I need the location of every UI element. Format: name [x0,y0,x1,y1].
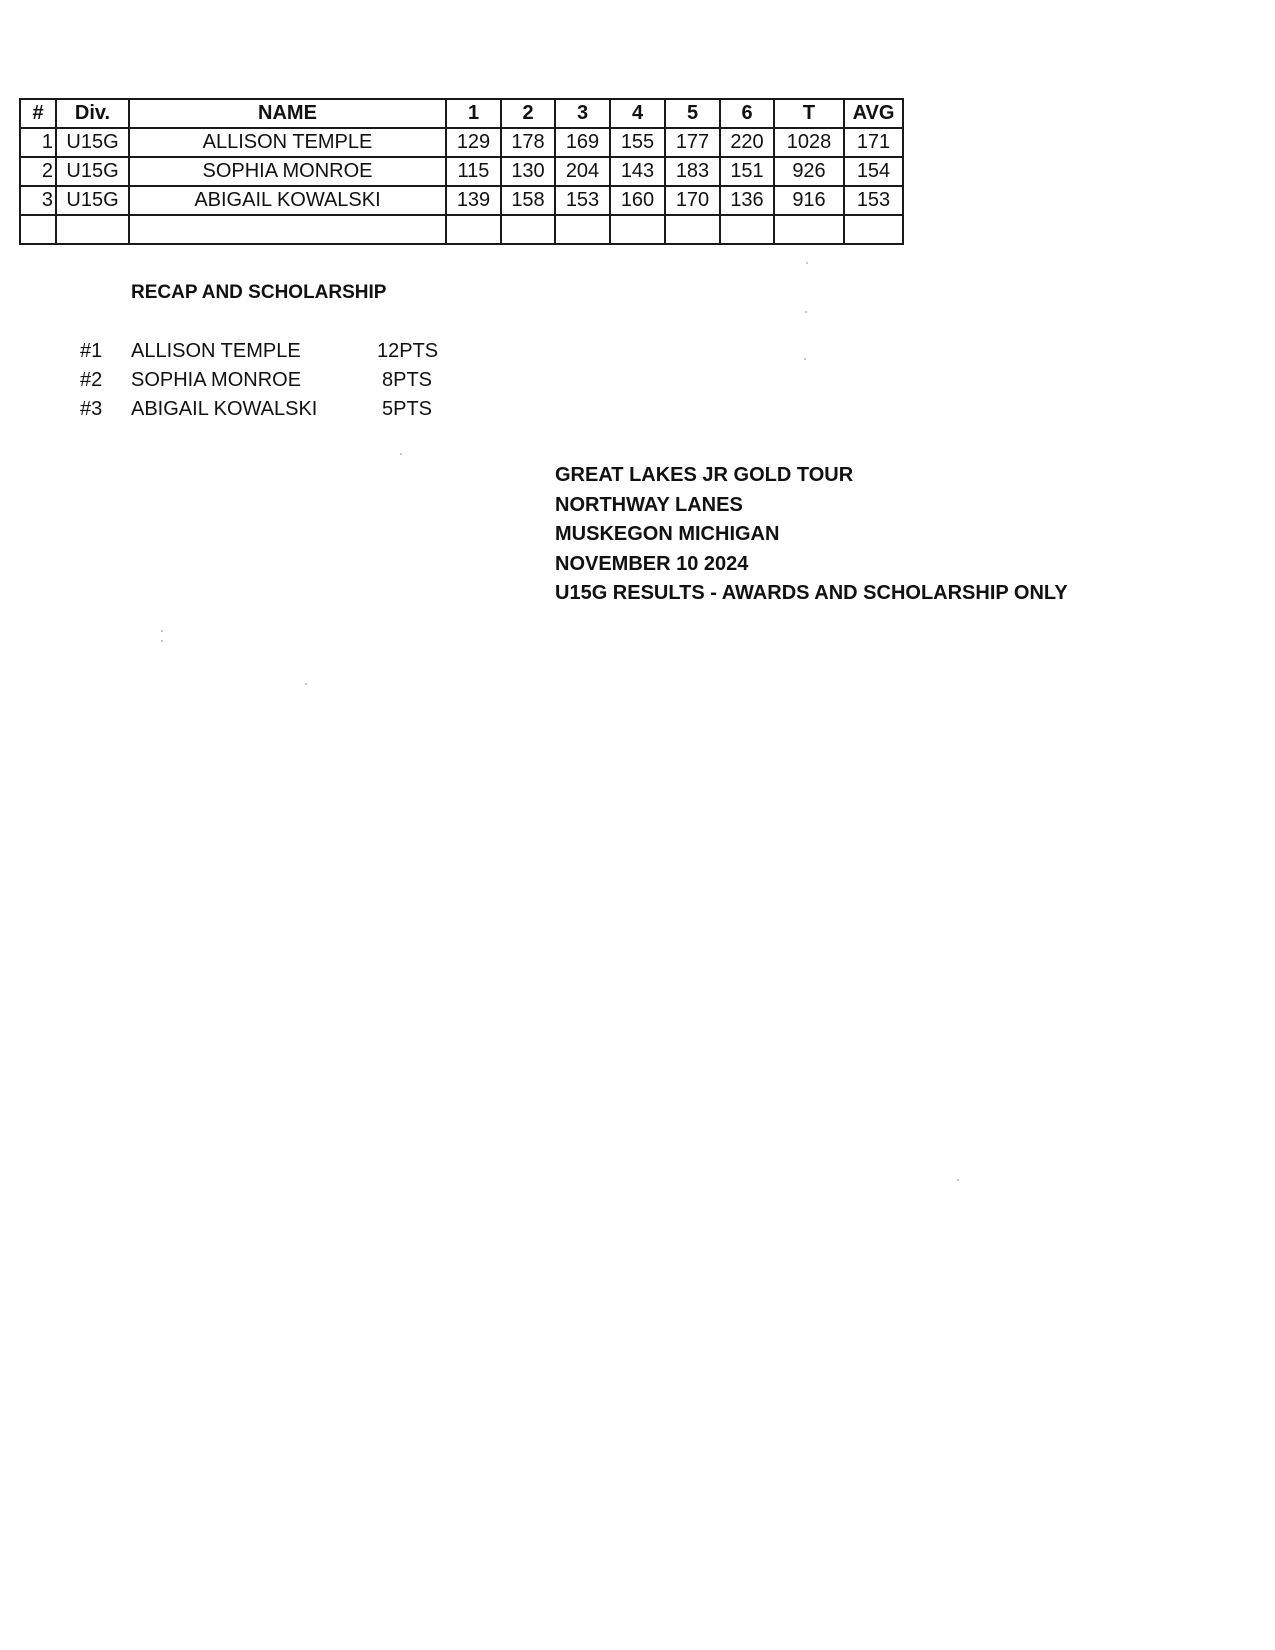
cell-game-4: 155 [610,128,665,157]
cell-division: U15G [56,157,129,186]
cell-rank: 1 [20,128,56,157]
scan-speck [806,262,808,264]
cell-game-6 [720,215,774,244]
table-row [20,186,903,215]
cell-game-2 [501,215,555,244]
header-average: AVG [844,99,903,128]
recap-entry [80,369,460,397]
cell-game-6: 151 [720,157,774,186]
cell-average: 153 [844,186,903,215]
header-game-3: 3 [555,99,610,128]
cell-game-2: 178 [501,128,555,157]
recap-entry [80,398,460,426]
cell-game-3: 169 [555,128,610,157]
cell-game-5: 183 [665,157,720,186]
header-total: T [774,99,844,128]
event-info-block [555,461,1068,609]
table-row-empty [20,215,903,244]
table-row [20,157,903,186]
scan-speck [400,453,402,455]
table-row [20,128,903,157]
header-division: Div. [56,99,129,128]
cell-division: U15G [56,128,129,157]
cell-game-1 [446,215,501,244]
cell-game-6: 220 [720,128,774,157]
header-game-6: 6 [720,99,774,128]
cell-game-5: 170 [665,186,720,215]
cell-rank [20,215,56,244]
cell-total [774,215,844,244]
cell-name: ALLISON TEMPLE [129,128,446,157]
recap-place: #2 [80,369,103,391]
header-game-2: 2 [501,99,555,128]
cell-game-3 [555,215,610,244]
event-location: MUSKEGON MICHIGAN [555,523,780,546]
cell-rank: 3 [20,186,56,215]
recap-name: SOPHIA MONROE [131,369,302,391]
cell-game-4: 143 [610,157,665,186]
cell-name: SOPHIA MONROE [129,157,446,186]
cell-average: 154 [844,157,903,186]
results-table [19,98,904,245]
cell-game-4: 160 [610,186,665,215]
scan-speck [161,640,163,642]
header-game-1: 1 [446,99,501,128]
header-name: NAME [129,99,446,128]
cell-rank: 2 [20,157,56,186]
table-header-row [20,99,903,128]
recap-title: RECAP AND SCHOLARSHIP [131,282,387,303]
recap-name: ALLISON TEMPLE [131,340,301,362]
cell-name: ABIGAIL KOWALSKI [129,186,446,215]
cell-total: 1028 [774,128,844,157]
cell-game-1: 139 [446,186,501,215]
cell-game-4 [610,215,665,244]
scan-speck [804,358,806,360]
recap-points: 12PTS [377,340,439,362]
header-game-5: 5 [665,99,720,128]
recap-place: #3 [80,398,103,420]
cell-total: 926 [774,157,844,186]
cell-game-1: 115 [446,157,501,186]
cell-game-5: 177 [665,128,720,157]
cell-game-3: 204 [555,157,610,186]
cell-game-6: 136 [720,186,774,215]
recap-name: ABIGAIL KOWALSKI [131,398,318,420]
header-game-4: 4 [610,99,665,128]
cell-game-1: 129 [446,128,501,157]
cell-total: 916 [774,186,844,215]
scan-speck [305,683,307,685]
cell-game-3: 153 [555,186,610,215]
event-venue: NORTHWAY LANES [555,493,743,516]
recap-points: 8PTS [381,369,433,391]
recap-place: #1 [80,340,103,362]
cell-game-2: 130 [501,157,555,186]
scan-speck [161,630,163,632]
header-rank: # [20,99,56,128]
scan-speck [805,311,807,313]
cell-name [129,215,446,244]
recap-points: 5PTS [381,398,433,420]
cell-game-5 [665,215,720,244]
event-date: NOVEMBER 10 2024 [555,552,749,575]
event-results-note: U15G RESULTS - AWARDS AND SCHOLARSHIP ONLY [555,582,1068,605]
cell-average [844,215,903,244]
cell-game-2: 158 [501,186,555,215]
cell-division [56,215,129,244]
scan-speck [957,1179,959,1181]
event-tour: GREAT LAKES JR GOLD TOUR [555,464,854,486]
recap-entry [80,340,460,368]
cell-division: U15G [56,186,129,215]
cell-average: 171 [844,128,903,157]
